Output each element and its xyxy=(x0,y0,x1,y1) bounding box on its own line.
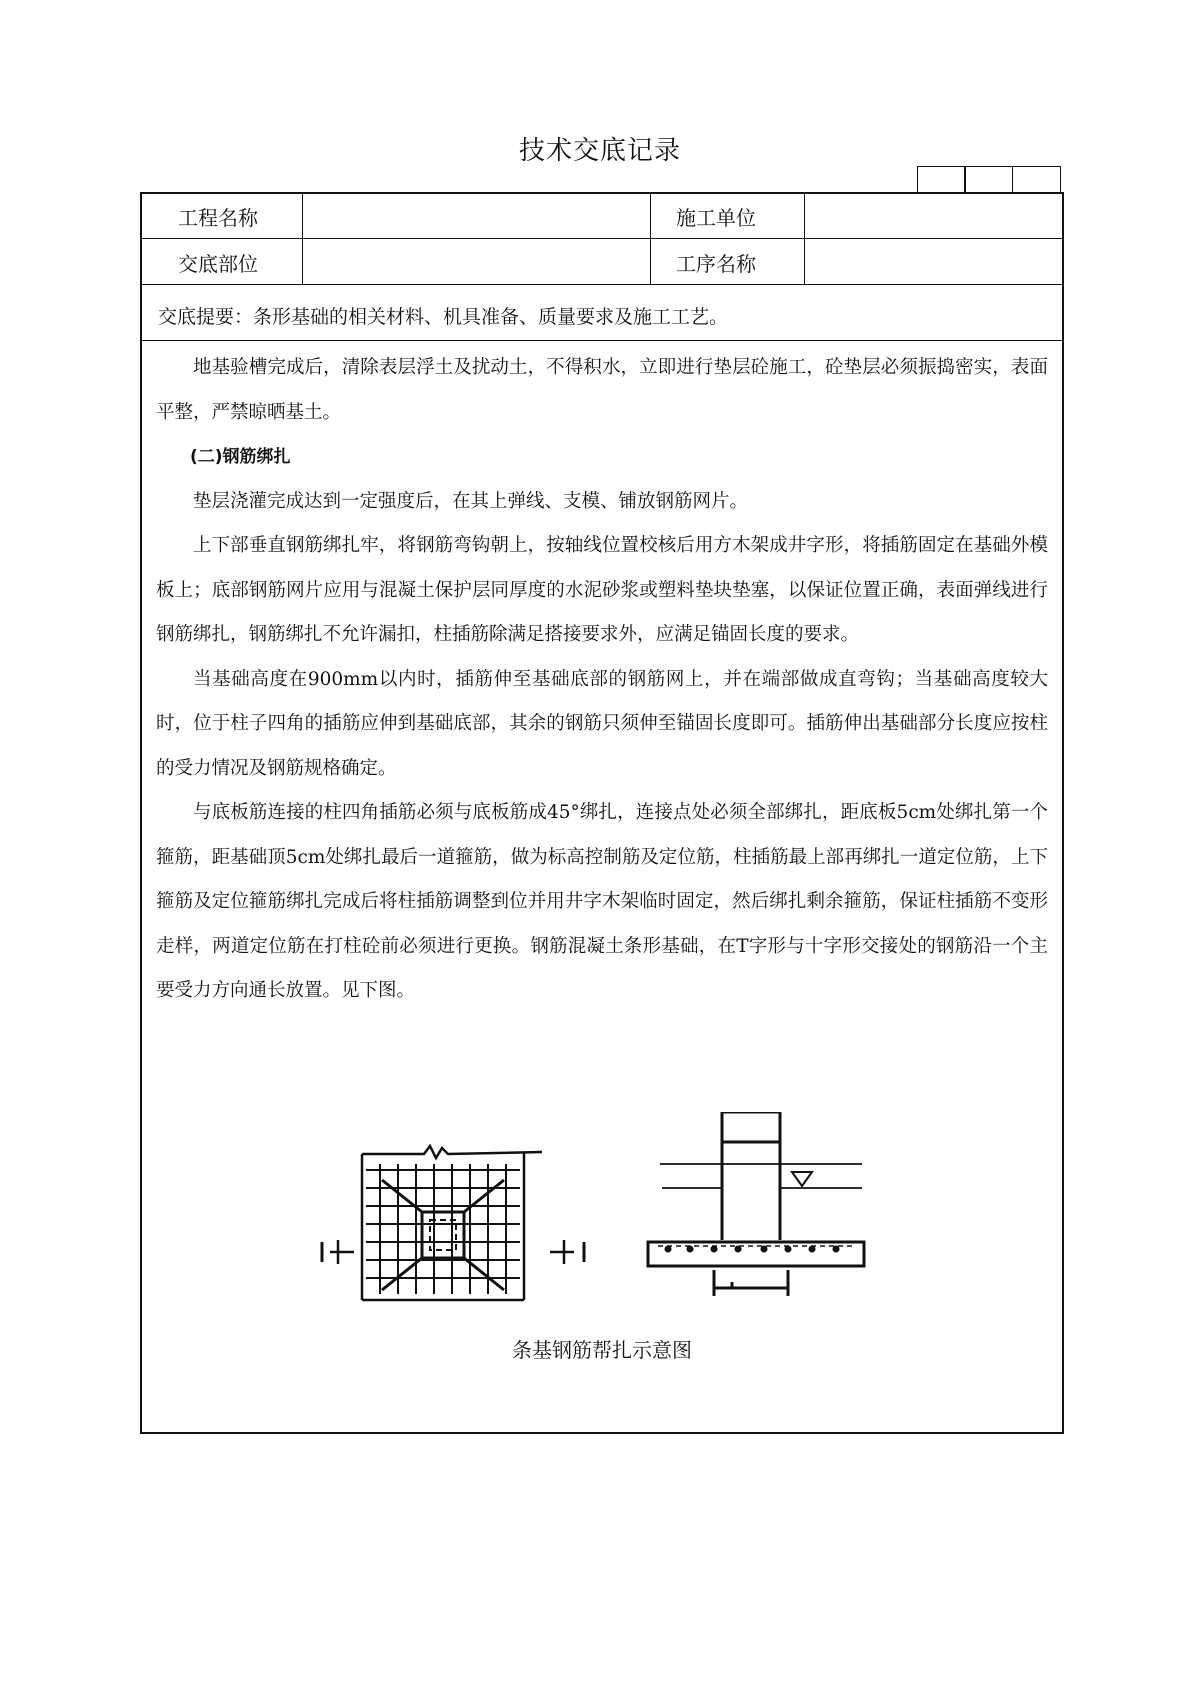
rebar-binding-diagram xyxy=(302,1112,902,1342)
code-box xyxy=(964,166,1013,193)
section-mark-left xyxy=(322,1240,354,1264)
section-mark-left-label: 1 xyxy=(310,1249,318,1263)
disclosure-part-label: 交底部位 xyxy=(178,252,258,276)
rebar-mesh-plan xyxy=(362,1146,542,1300)
paragraph: 当基础高度在900mm以内时，插筋伸至基础底部的钢筋网上，并在端部做成直弯钩；当基础高度较大时，位于柱子四角的插筋应伸到基础底部，其余的钢筋只须伸至锚固长度即可。插筋伸出基础部分长度应按柱的受力情况及钢筋规格确定。 xyxy=(156,668,1048,779)
code-box xyxy=(917,166,966,193)
rebar-section-view xyxy=(648,1112,864,1296)
paragraph: 地基验槽完成后，清除表层浮土及扰动土，不得积水，立即进行垫层砼施工，砼垫层必须振捣密实，表面平整，严禁晾晒基土。 xyxy=(156,357,1048,423)
document-title: 技术交底记录 xyxy=(518,136,681,166)
disclosure-content xyxy=(156,346,1048,1014)
construction-unit-label: 施工单位 xyxy=(676,206,756,230)
code-box xyxy=(1012,166,1061,193)
disclosure-summary: 交底提要：条形基础的相关材料、机具准备、质量要求及施工工艺。 xyxy=(158,306,729,328)
section-mark-right-label: 1 xyxy=(590,1249,598,1263)
figure-caption: 条基钢筋帮扎示意图 xyxy=(512,1338,692,1362)
section-heading: (二)钢筋绑扎 xyxy=(190,447,291,467)
header-row-2 xyxy=(142,238,1062,285)
column-divider xyxy=(804,194,805,284)
disclosure-form xyxy=(140,192,1064,1434)
paragraph: 垫层浇灌完成达到一定强度后，在其上弹线、支模、铺放钢筋网片。 xyxy=(193,490,749,512)
paragraph: 上下部垂直钢筋绑扎牢，将钢筋弯钩朝上，按轴线位置校核后用方木架成井字形，将插筋固定在基础外模板上；底部钢筋网片应用与混凝土保护层同厚度的水泥砂浆或塑料垫块垫塞，以保证位置正确，表面弹线进行钢筋绑扎，钢筋绑扎不允许漏扣，柱插筋除满足搭接要求外，应满足锚固长度的要求。 xyxy=(156,535,1048,645)
column-divider xyxy=(650,194,651,284)
process-name-label: 工序名称 xyxy=(676,252,756,276)
header-row-1 xyxy=(142,194,1062,239)
section-mark-right xyxy=(550,1240,584,1264)
paragraph: 与底板筋连接的柱四角插筋必须与底板筋成45°绑扎，连接点处必须全部绑扎，距底板5cm处绑扎第一个箍筋，距基础顶5cm处绑扎最后一道箍筋，做为标高控制筋及定位筋，柱插筋最上部再绑扎一道定位筋，上下箍筋及定位箍筋绑扎完成后将柱插筋调整到位并用井字木架临时固定，然后绑扎剩余箍筋，保证柱插筋不变形走样，两道定位筋在打柱砼前必须进行更换。钢筋混凝土条形基础，在T字形与十字形交接处的钢筋沿一个主要受力方向通长放置。见下图。 xyxy=(156,802,1048,1001)
document-code-boxes xyxy=(918,166,1061,193)
column-divider xyxy=(302,194,303,284)
project-name-label: 工程名称 xyxy=(178,206,258,230)
